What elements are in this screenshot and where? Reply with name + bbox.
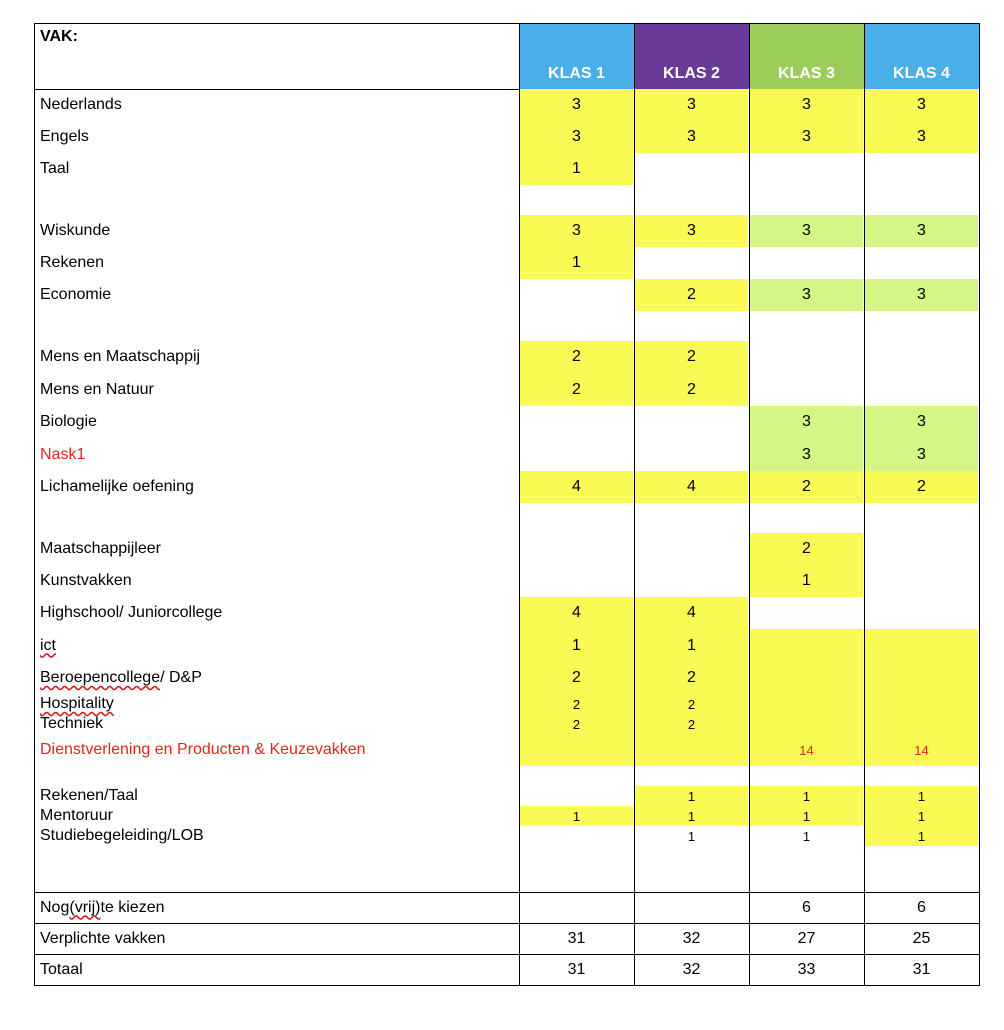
column-divider xyxy=(749,23,750,985)
table-row xyxy=(34,247,979,279)
hour-cell xyxy=(520,565,633,597)
hour-cell xyxy=(865,714,978,734)
total-cell: 6 xyxy=(917,898,926,916)
hour-cell: 14 xyxy=(750,734,863,766)
total-row xyxy=(34,923,979,954)
row-label: Rekenen/Taal xyxy=(40,787,138,804)
table-row xyxy=(34,694,979,714)
total-cell: 32 xyxy=(682,929,701,947)
hour-cell xyxy=(865,846,978,878)
hour-cell: 1 xyxy=(520,247,633,279)
row-label: Techniek xyxy=(40,715,104,732)
hour-cell xyxy=(520,786,633,806)
hour-cell: 1 xyxy=(750,806,863,826)
total-cell: 27 xyxy=(797,929,816,947)
row-label-text: ict xyxy=(40,636,56,654)
hour-cell: 1 xyxy=(635,806,748,826)
table-row xyxy=(34,629,979,662)
hour-cell: 2 xyxy=(635,662,748,694)
row-label xyxy=(34,185,518,215)
total-label: Verplichte vakken xyxy=(40,929,166,947)
hour-cell xyxy=(865,629,978,662)
row-label: Maatschappijleer xyxy=(40,540,161,557)
hour-cell: 4 xyxy=(635,597,748,629)
hour-cell xyxy=(520,826,633,846)
row-label xyxy=(34,311,518,341)
hour-cell: 2 xyxy=(635,341,748,373)
hour-cell: 2 xyxy=(635,373,748,406)
table-row xyxy=(34,597,979,629)
hour-cell xyxy=(635,311,748,341)
hour-cell xyxy=(750,662,863,694)
row-label: Wiskunde xyxy=(40,222,111,239)
table-row xyxy=(34,826,979,846)
hour-cell: 2 xyxy=(635,714,748,734)
hour-cell: 2 xyxy=(520,694,633,714)
hour-cell: 3 xyxy=(865,438,978,471)
hour-cell xyxy=(750,185,863,215)
row-label xyxy=(34,846,518,878)
hour-cell: 3 xyxy=(635,215,748,247)
table-row xyxy=(34,471,979,503)
table-row xyxy=(34,766,979,786)
klas-header-2: KLAS 2 xyxy=(634,23,749,89)
hour-cell: 1 xyxy=(865,826,978,846)
hour-cell: 2 xyxy=(520,714,633,734)
hour-cell: 3 xyxy=(635,121,748,153)
row-label: Mens en Natuur xyxy=(40,380,154,398)
hour-cell xyxy=(750,311,863,341)
table-row xyxy=(34,533,979,565)
column-divider xyxy=(519,23,520,985)
hour-cell: 1 xyxy=(865,786,978,806)
hour-cell xyxy=(865,597,978,629)
hour-cell: 3 xyxy=(865,121,978,153)
hour-cell xyxy=(520,533,633,565)
hour-cell: 3 xyxy=(750,438,863,471)
row-label: Lichamelijke oefening xyxy=(40,478,194,495)
hour-cell xyxy=(520,279,633,311)
hour-cell: 2 xyxy=(635,694,748,714)
hour-cell: 3 xyxy=(865,89,978,121)
hour-cell: 3 xyxy=(750,279,863,311)
row-label: Economie xyxy=(40,286,112,303)
hour-cell: 1 xyxy=(520,806,633,826)
klas-header-4: KLAS 4 xyxy=(864,23,979,89)
klas-header-1: KLAS 1 xyxy=(519,23,634,89)
hour-cell xyxy=(865,503,978,533)
hour-cell: 2 xyxy=(520,341,633,373)
total-cell: 25 xyxy=(912,929,931,947)
total-cell: 6 xyxy=(802,898,811,916)
table-row xyxy=(34,279,979,311)
hour-cell xyxy=(635,185,748,215)
hour-cell xyxy=(635,734,748,766)
total-cell: 31 xyxy=(567,929,586,947)
total-label: Nog (vrij) te kiezen xyxy=(40,898,165,916)
hour-cell: 2 xyxy=(865,471,978,503)
hour-cell xyxy=(635,846,748,878)
total-row xyxy=(34,954,979,985)
table-row xyxy=(34,311,979,341)
table-row xyxy=(34,185,979,215)
hour-cell xyxy=(750,694,863,714)
table-row xyxy=(34,503,979,533)
hour-cell xyxy=(750,846,863,878)
hour-cell xyxy=(750,503,863,533)
hour-cell: 3 xyxy=(750,121,863,153)
hour-cell: 1 xyxy=(687,828,696,844)
hour-cell xyxy=(865,533,978,565)
row-label: Dienstverlening en Producten & Keuzevakken xyxy=(40,741,366,758)
row-label xyxy=(34,766,518,786)
hour-cell xyxy=(865,766,978,786)
hour-cell xyxy=(750,597,863,629)
row-label: Nask1 xyxy=(40,445,86,463)
hour-cell: 1 xyxy=(635,629,748,662)
hour-cell xyxy=(750,373,863,406)
hour-cell xyxy=(750,714,863,734)
hour-cell: 2 xyxy=(520,662,633,694)
table-border-right xyxy=(979,23,980,985)
table-row xyxy=(34,153,979,185)
hour-cell: 4 xyxy=(520,597,633,629)
hour-cell xyxy=(520,766,633,786)
table-row xyxy=(34,438,979,471)
hour-cell xyxy=(635,247,748,279)
hour-cell: 3 xyxy=(520,215,633,247)
hour-cell xyxy=(865,153,978,185)
hour-cell: 3 xyxy=(635,89,748,121)
hour-cell xyxy=(635,438,748,471)
hour-cell: 14 xyxy=(865,734,978,766)
hour-cell: 3 xyxy=(520,89,633,121)
footer-row-border xyxy=(34,892,979,893)
hour-cell: 1 xyxy=(865,806,978,826)
total-cell xyxy=(519,892,634,923)
hour-cell xyxy=(635,766,748,786)
hour-cell xyxy=(865,311,978,341)
table-row xyxy=(34,565,979,597)
row-label: Biologie xyxy=(40,413,97,430)
table-row xyxy=(34,215,979,247)
hour-cell: 1 xyxy=(750,565,863,597)
hour-cell: 4 xyxy=(520,471,633,503)
hour-cell xyxy=(865,247,978,279)
row-label: Engels xyxy=(40,128,89,145)
hour-cell xyxy=(750,629,863,662)
hour-cell: 2 xyxy=(520,373,633,406)
total-cell xyxy=(634,892,749,923)
hour-cell xyxy=(635,565,748,597)
row-label xyxy=(34,694,518,714)
row-label: Taal xyxy=(40,160,70,177)
hour-cell xyxy=(520,734,633,766)
hour-cell xyxy=(750,766,863,786)
table-border-bottom xyxy=(34,985,980,986)
hour-cell: 4 xyxy=(635,471,748,503)
row-label xyxy=(34,503,518,533)
hour-cell xyxy=(635,503,748,533)
total-cell: 31 xyxy=(567,960,586,978)
hour-cell: 3 xyxy=(865,406,978,438)
hour-cell: 1 xyxy=(520,153,633,185)
hour-cell xyxy=(865,662,978,694)
hour-cell: 3 xyxy=(750,406,863,438)
hour-cell xyxy=(750,247,863,279)
hour-cell: 3 xyxy=(750,215,863,247)
table-row xyxy=(34,806,979,826)
row-label-text: Hospitality xyxy=(40,695,114,712)
hour-cell xyxy=(635,533,748,565)
footer-row-border xyxy=(34,954,979,955)
hour-cell xyxy=(520,185,633,215)
hour-cell xyxy=(635,153,748,185)
hour-cell xyxy=(865,185,978,215)
total-label: Totaal xyxy=(40,960,83,978)
header-divider xyxy=(34,89,519,90)
table-border-top xyxy=(34,23,979,24)
row-label: Mentoruur xyxy=(40,807,113,824)
total-label-text: (vrij) xyxy=(69,898,101,916)
row-label-text: Beroepencollege xyxy=(40,669,161,686)
column-divider xyxy=(864,23,865,985)
hour-cell: 2 xyxy=(750,471,863,503)
column-divider xyxy=(634,23,635,985)
hour-cell xyxy=(865,565,978,597)
hour-cell xyxy=(865,341,978,373)
table-row xyxy=(34,89,979,121)
hour-cell: 1 xyxy=(635,786,748,806)
row-label: Beroepencollege / D&P xyxy=(40,669,202,686)
hour-cell: 2 xyxy=(635,279,748,311)
total-cell: 31 xyxy=(912,960,931,978)
vak-header: VAK: xyxy=(40,28,78,45)
klas-header-3: KLAS 3 xyxy=(749,23,864,89)
hour-cell: 1 xyxy=(750,786,863,806)
table-row xyxy=(34,406,979,438)
row-label: Studiebegeleiding/LOB xyxy=(40,827,204,844)
table-row xyxy=(34,714,979,734)
footer-row-border xyxy=(34,923,979,924)
hour-cell: 2 xyxy=(750,533,863,565)
table-row xyxy=(34,786,979,806)
hour-cell xyxy=(520,438,633,471)
table-row xyxy=(34,373,979,406)
hour-cell xyxy=(520,406,633,438)
hour-cell: 3 xyxy=(750,89,863,121)
row-label: Kunstvakken xyxy=(40,572,132,589)
hour-cell: 1 xyxy=(802,828,811,844)
hour-cell xyxy=(750,153,863,185)
table-row xyxy=(34,662,979,694)
table-border-left xyxy=(34,23,35,985)
hour-cell xyxy=(635,406,748,438)
hour-cell xyxy=(865,373,978,406)
hour-cell: 3 xyxy=(865,215,978,247)
total-cell: 32 xyxy=(682,960,701,978)
total-row xyxy=(34,892,979,923)
table-row xyxy=(34,341,979,373)
hour-cell: 3 xyxy=(865,279,978,311)
hour-cell: 1 xyxy=(520,629,633,662)
hour-cell xyxy=(520,846,633,878)
table-row xyxy=(34,846,979,878)
row-label: Mens en Maatschappij xyxy=(40,348,201,365)
table-row xyxy=(34,121,979,153)
row-label: Rekenen xyxy=(40,254,105,271)
hour-cell xyxy=(520,311,633,341)
table-row xyxy=(34,734,979,766)
row-label: Highschool/ Juniorcollege xyxy=(40,604,223,621)
row-label: Nederlands xyxy=(40,96,122,113)
total-cell: 33 xyxy=(797,960,816,978)
hour-cell xyxy=(520,503,633,533)
row-label xyxy=(34,629,518,662)
hour-cell: 3 xyxy=(520,121,633,153)
hour-cell xyxy=(750,341,863,373)
hour-cell xyxy=(865,694,978,714)
